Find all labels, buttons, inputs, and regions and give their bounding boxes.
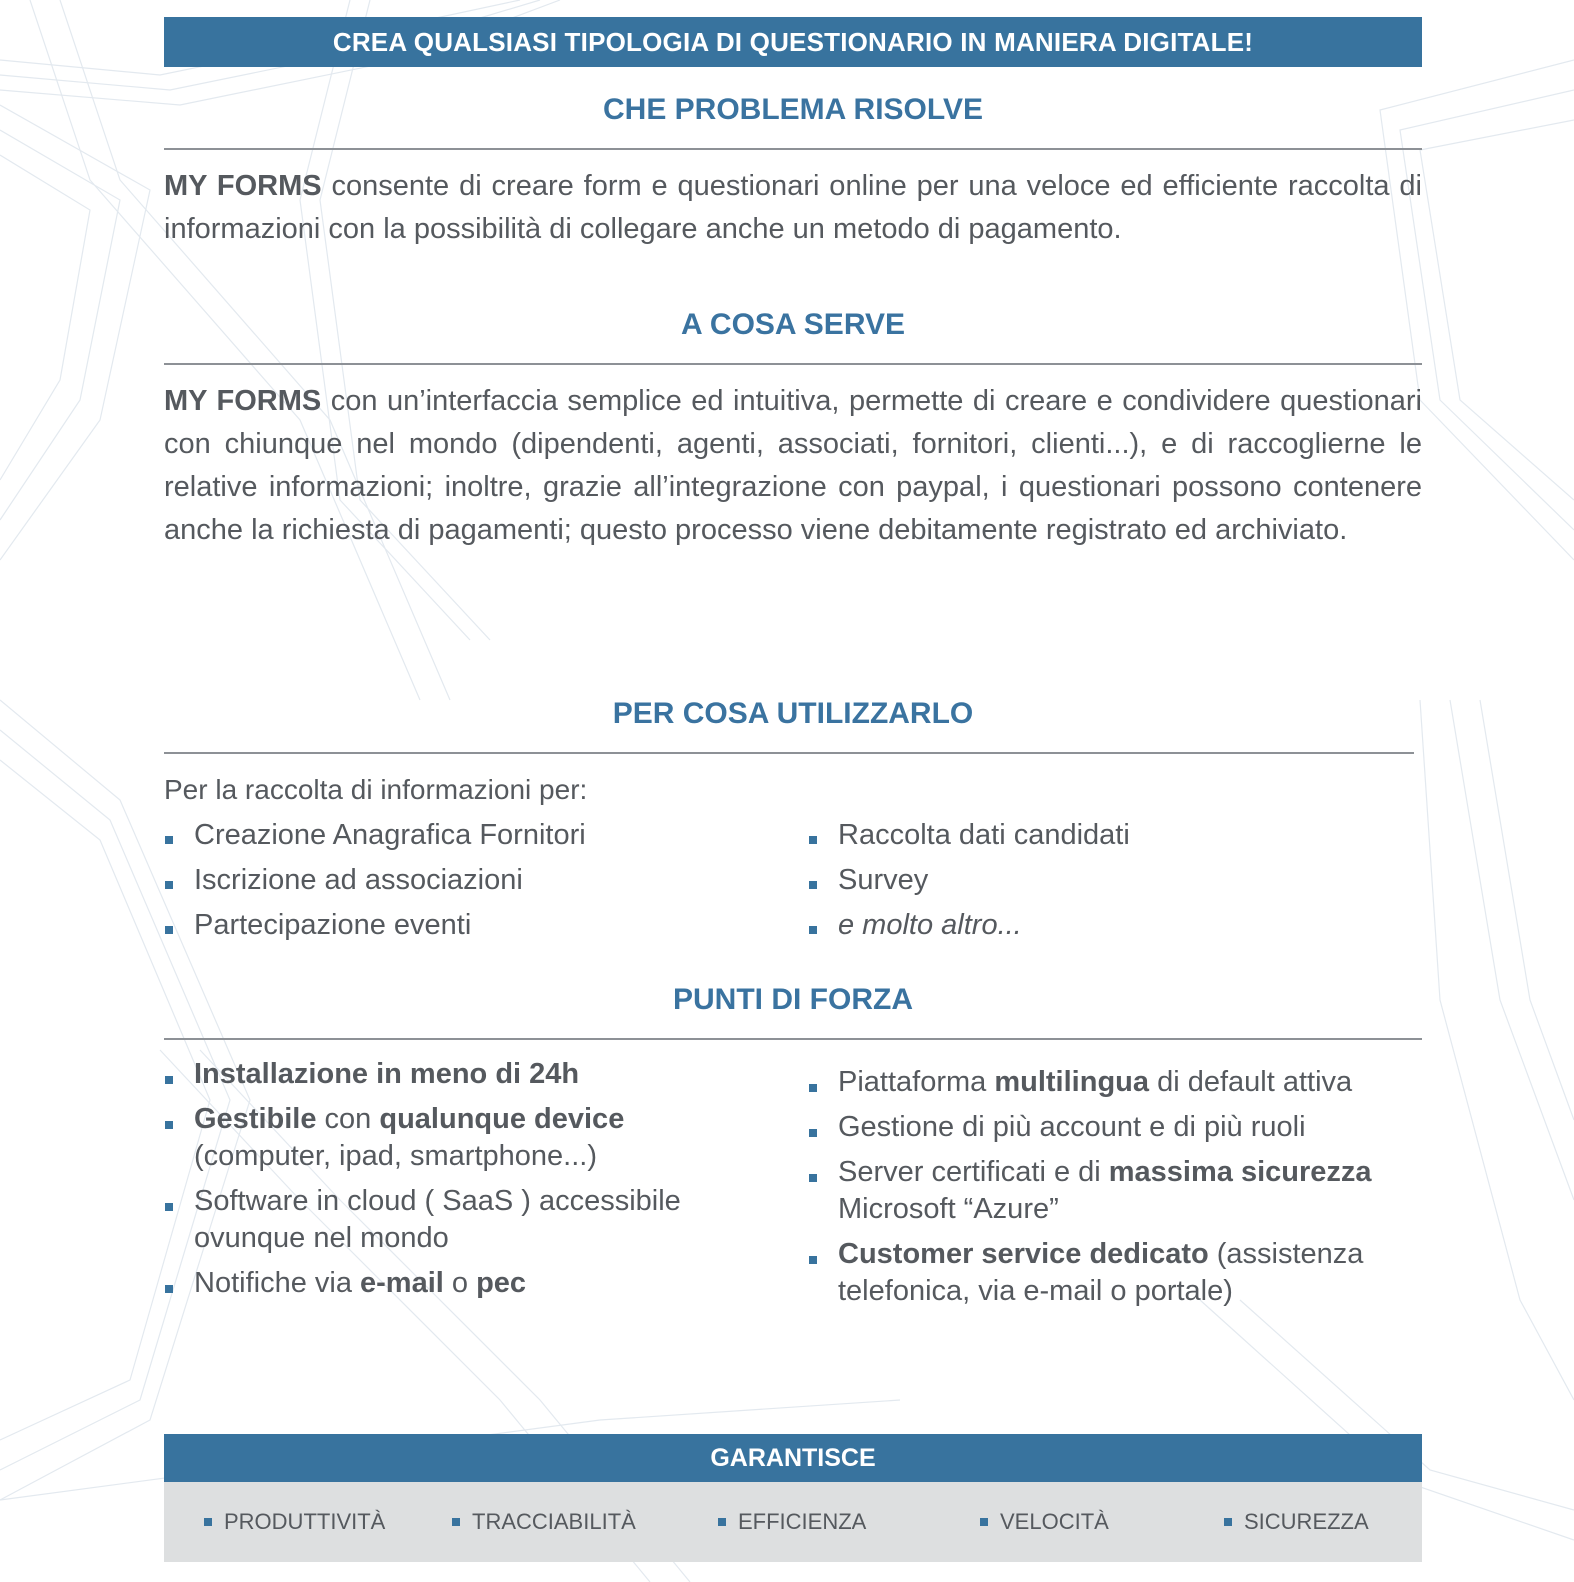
brand-name: MY FORMS [164,385,322,417]
uses-list-right [808,815,1408,950]
section-divider [164,363,1422,365]
square-bullet-icon [165,836,173,844]
list-item: Installazione in meno di 24h [164,1056,724,1093]
section-divider [164,1038,1422,1040]
list-item: Survey [808,860,1408,905]
strengths-list-right [808,1064,1422,1318]
square-bullet-icon [809,1084,817,1092]
square-bullet-icon [809,836,817,844]
purpose-text: con un’interfaccia semplice ed intuitiva, permette di creare e condividere questionari con chiunque nel mondo (dipendenti, agenti, associati, fornitori, clienti...), e di raccoglierne le relative informazioni; inoltre, grazie all’integrazione con paypal, i questionari possono contenere anche la richiesta di pagamenti; questo processo viene debitamente registrato ed archiviato. [164,385,1422,546]
uses-intro: Per la raccolta di informazioni per: [164,774,588,805]
section-heading-uses: PER COSA UTILIZZARLO [612,697,974,730]
brand-name: MY FORMS [164,170,322,202]
guarantee-item: SICUREZZA [1224,1482,1369,1562]
square-bullet-icon [165,881,173,889]
list-item: Server certificati e di massima sicurezza Microsoft “Azure” [808,1154,1422,1228]
list-item: Gestione di più account e di più ruoli [808,1109,1422,1146]
square-bullet-icon [809,881,817,889]
list-item: Software in cloud ( SaaS ) accessibile ovunque nel mondo [164,1183,724,1257]
square-bullet-icon [165,1285,173,1293]
guarantees-panel [164,1482,1422,1562]
square-bullet-icon [165,926,173,934]
square-bullet-icon [204,1518,212,1526]
section-heading-strengths: PUNTI DI FORZA [673,983,913,1016]
uses-list-left [164,815,764,950]
square-bullet-icon [165,1203,173,1211]
square-bullet-icon [1224,1518,1232,1526]
square-bullet-icon [980,1518,988,1526]
purpose-paragraph [164,380,1422,552]
section-heading-problem: CHE PROBLEMA RISOLVE [602,93,984,126]
problem-paragraph [164,165,1422,251]
square-bullet-icon [452,1518,460,1526]
problem-text: consente di creare form e questionari online per una veloce ed efficiente raccolta di informazioni con la possibilità di collegare anche un metodo di pagamento. [164,170,1423,245]
guarantee-item: VELOCITÀ [980,1482,1109,1562]
guarantees-heading: GARANTISCE [710,1443,876,1472]
list-item: Iscrizione ad associazioni [164,860,764,905]
list-item: Raccolta dati candidati [808,815,1408,860]
list-item: Partecipazione eventi [164,905,764,950]
square-bullet-icon [165,1076,173,1084]
section-divider [164,148,1422,150]
square-bullet-icon [809,1129,817,1137]
banner-title: CREA QUALSIASI TIPOLOGIA DI QUESTIONARIO IN MANIERA DIGITALE! [332,26,1254,57]
guarantee-item: TRACCIABILITÀ [452,1482,636,1562]
list-item: Piattaforma multilingua di default attiva [808,1064,1422,1101]
list-item: Gestibile con qualunque device (computer, ipad, smartphone...) [164,1101,724,1175]
list-item: Notifiche via e-mail o pec [164,1265,724,1302]
square-bullet-icon [809,1174,817,1182]
list-item: Customer service dedicato (assistenza telefonica, via e-mail o portale) [808,1236,1422,1310]
square-bullet-icon [809,1256,817,1264]
section-divider [164,752,1414,754]
guarantee-item: EFFICIENZA [718,1482,866,1562]
square-bullet-icon [809,926,817,934]
square-bullet-icon [718,1518,726,1526]
list-item: e molto altro... [808,905,1408,950]
list-item: Creazione Anagrafica Fornitori [164,815,764,860]
section-heading-purpose: A COSA SERVE [681,308,905,341]
strengths-list-left [164,1056,724,1310]
square-bullet-icon [165,1121,173,1129]
guarantees-banner [164,1434,1422,1482]
guarantee-item: PRODUTTIVITÀ [204,1482,385,1562]
top-banner [164,17,1422,67]
